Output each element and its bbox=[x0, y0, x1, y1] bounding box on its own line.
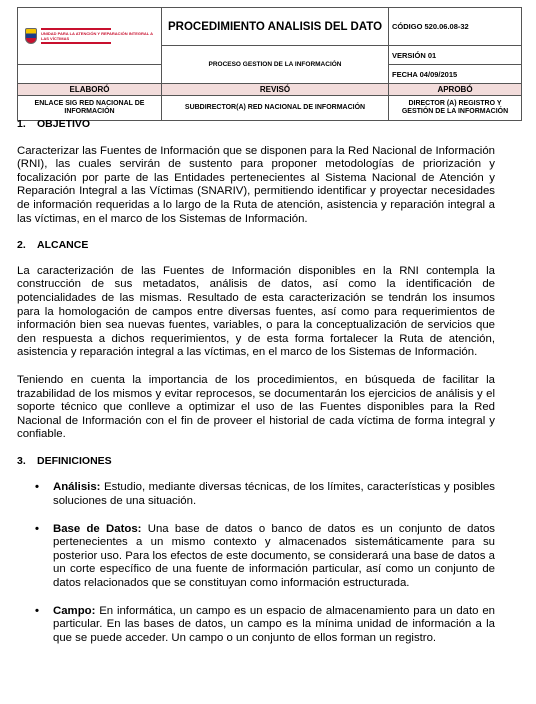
aprobo-label: APROBÓ bbox=[389, 84, 522, 96]
org-logo bbox=[21, 27, 158, 45]
definition-term: Campo: bbox=[53, 604, 96, 617]
section-heading-definiciones: 3. DEFINICIONES bbox=[17, 454, 112, 467]
elaboro-value: ENLACE SIG RED NACIONAL DE INFORMACIÓN bbox=[18, 96, 162, 121]
reviso-label: REVISÓ bbox=[162, 84, 389, 96]
definition-term: Análisis: bbox=[53, 481, 101, 494]
document-code: CÓDIGO 520.06.08-32 bbox=[389, 8, 522, 46]
list-item: • Análisis: Estudio, mediante diversas técnicas, de los límites, características y posibles soluciones de una situación. bbox=[35, 481, 495, 508]
org-logo-text: UNIDAD PARA LA ATENCIÓN Y REPARACIÓN INTEGRAL A LAS VÍCTIMAS bbox=[40, 31, 153, 41]
section-heading-alcance: 2. ALCANCE bbox=[17, 239, 89, 252]
definition-text: Estudio, mediante diversas técnicas, de los límites, características y posibles soluciones de una situación. bbox=[53, 481, 495, 508]
document-title: PROCEDIMIENTO ANALISIS DEL DATO bbox=[162, 8, 389, 46]
document-body bbox=[17, 118, 495, 645]
alcance-paragraph-2: Teniendo en cuenta la importancia de los procedimientos, en búsqueda de facilitar la trazabilidad de los mismos y evitar reprocesos, se documentarán los ejercicios de análisis y el soporte técnico que conlleve a optimizar el uso de las Fuentes disponibles para la Red Nacional de Información con el fin de proveer el historial de cada víctima de forma integral y confiable. bbox=[17, 373, 495, 441]
process-name: PROCESO GESTION DE LA INFORMACIÓN bbox=[162, 46, 389, 84]
section-heading-objetivo: 1. OBJETIVO bbox=[17, 118, 91, 130]
logo-cell bbox=[18, 8, 162, 65]
elaboro-label: ELABORÓ bbox=[18, 84, 162, 96]
list-item: • Base de Datos: Una base de datos o banco de datos es un conjunto de datos pertenecientes a un mismo contexto y almacenados sistemáticamente para su posterior uso. Para los efectos de este documento, se considerará una base de datos a un corte específico de una fuente de información particular, así como un conjunto de datos relacionados que se constituyan como información estructurada. bbox=[35, 522, 496, 590]
definition-text: Una base de datos o banco de datos es un conjunto de datos pertenecientes a un mismo contexto y almacenados sistemáticamente para su posterior uso. Para los efectos de este documento, se considerará una base de datos a un corte específico de una fuente de información particular, así como un conjunto de datos relacionados que se constituyan como información estructurada. bbox=[53, 522, 496, 590]
coat-of-arms-icon bbox=[25, 28, 37, 44]
objetivo-paragraph: Caracterizar las Fuentes de Información que se disponen para la Red Nacional de Información (RNI), las cuales servirán de sustento para proponer metodologías de priorización y focalización por parte de las Entidades pertenecientes al Sistema Nacional de Atención y Reparación Integral a las Víctimas (SNARIV), permitiendo identificar y proyectar necesidades de información requeridas a lo largo de la Ruta de atención, asistencia y reparación integral a las víctimas, en el marco de los Sistemas de Información. bbox=[17, 144, 495, 225]
document-date: FECHA 04/09/2015 bbox=[389, 65, 522, 84]
aprobo-value: DIRECTOR (A) REGISTRO Y GESTIÓN DE LA INFORMACIÓN bbox=[389, 96, 522, 121]
document-version: VERSIÓN 01 bbox=[389, 46, 522, 65]
list-item: • Campo: En informática, un campo es un espacio de almacenamiento para un dato en particular. En las bases de datos, un campo es la mínima unidad de información a la que se puede acceder. Un campo o un conjunto de ellos forman un registro. bbox=[35, 604, 495, 644]
definition-text: En informática, un campo es un espacio de almacenamiento para un dato en particular. En las bases de datos, un campo es la mínima unidad de información a la que se puede acceder. Un campo o un conjunto de ellos forman un registro. bbox=[53, 604, 495, 644]
definitions-list bbox=[17, 481, 495, 645]
document-header-table bbox=[17, 7, 522, 121]
definition-term: Base de Datos: bbox=[53, 522, 142, 535]
alcance-paragraph-1: La caracterización de las Fuentes de Información disponibles en la RNI contempla la construcción de sus metadatos, análisis de datos, así como la identificación de potencialidades de las mismas. Resultado de esta caracterización se tendrán los insumos para la homologación de campos entre diversas fuentes, así como para requerimientos de información bien sea nuevas fuentes, variables, o para la conceptualización de servicios que den respuesta a dichos requerimientos, y de esta forma fortalecer la Ruta de atención, asistencia y reparación integral a las víctimas, en el marco de los Sistemas de Información. bbox=[17, 264, 495, 359]
reviso-value: SUBDIRECTOR(A) RED NACIONAL DE INFORMACIÓN bbox=[162, 96, 389, 121]
